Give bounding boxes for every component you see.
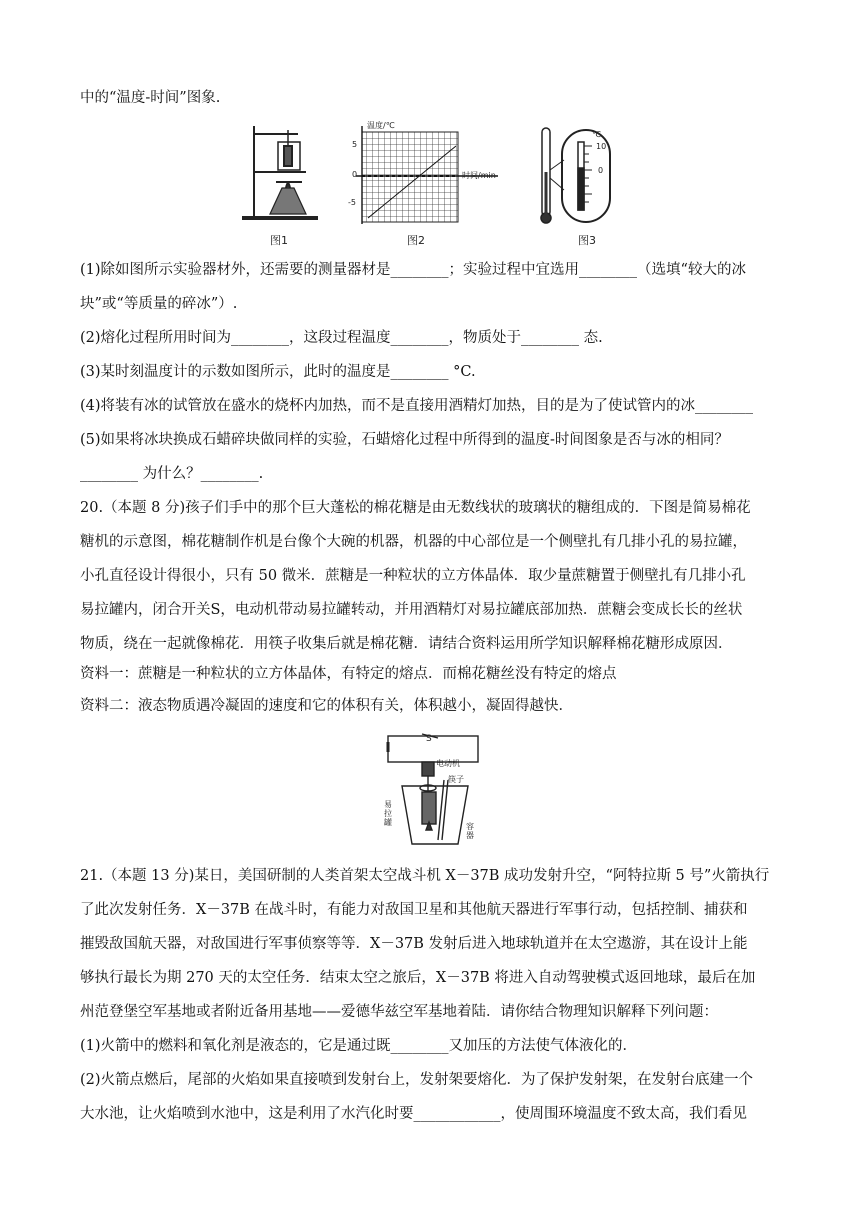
q20-material-2: 资料二：液态物质遇冷凝固的速度和它的体积有关，体积越小，凝固得越快． (80, 698, 573, 714)
figure-3-tick: 0 (598, 166, 604, 175)
q21-line3: 摧毁敌国航天器，对敌国进行军事侦察等等．X－37B 发射后进入地球轨道并在太空遨游，其在设计上能 (80, 936, 748, 952)
figure-2-tick: 0 (352, 170, 358, 179)
q19-part1-line1: (1)除如图所示实验器材外，还需要的测量器材是________；实验过程中宜选用________（选填“较大的冰 (80, 262, 746, 278)
figure-container-label: 容器 (466, 822, 474, 840)
q19-part5-line2: ________ 为什么？________. (80, 466, 264, 482)
figure-2-caption: 图2 (407, 234, 425, 247)
figure-can-label: 易拉罐 (384, 800, 392, 827)
q21-part2-line2: 大水池，让火焰喷到水池中，这是利用了水汽化时要____________，使周围环境温度不致太高，我们看见 (80, 1106, 747, 1122)
figure-1-apparatus (240, 122, 320, 222)
figure-3-tick: 10 (596, 142, 607, 151)
figure-switch-label: S (426, 734, 432, 744)
figure-3-unit: ℃ (592, 130, 601, 139)
q20-line2: 糖机的示意图，棉花糖制作机是台像个大碗的机器，机器的中心部位是一个侧壁扎有几排小孔的易拉罐， (80, 534, 747, 550)
q21-part1: (1)火箭中的燃料和氧化剂是液态的，它是通过既________又加压的方法使气体液化的． (80, 1038, 638, 1054)
q21-line5: 州范登堡空军基地或者附近备用基地——爱德华兹空军基地着陆．请你结合物理知识解释下列问题： (80, 1004, 718, 1020)
q20-line4: 易拉罐内，闭合开关S，电动机带动易拉罐转动，并用酒精灯对易拉罐底部加热．蔗糖会变成长长的丝状 (80, 602, 743, 618)
q21-line2: 了此次发射任务．X－37B 在战斗时，有能力对敌国卫星和其他航天器进行军事行动，包括控制、捕获和 (80, 902, 748, 918)
q19-part4: (4)将装有冰的试管放在盛水的烧杯内加热，而不是直接用酒精灯加热，目的是为了使试管内的冰________ (80, 398, 754, 414)
figure-3-caption: 图3 (578, 234, 596, 247)
q19-part3: (3)某时刻温度计的示数如图所示，此时的温度是________ °C. (80, 364, 476, 380)
q20-line1: 20.（本题 8 分)孩子们手中的那个巨大蓬松的棉花糖是由无数线状的玻璃状的糖组成的．下图是简易棉花 (80, 500, 751, 516)
q20-material-1: 资料一：蔗糖是一种粒状的立方体晶体，有特定的熔点．而棉花糖丝没有特定的熔点 (80, 666, 617, 682)
q19-part1-line2: 块”或“等质量的碎冰”）. (80, 296, 238, 312)
q21-part2-line1: (2)火箭点燃后，尾部的火焰如果直接喷到发射台上，发射架要熔化．为了保护发射架，在发射台底建一个 (80, 1072, 754, 1088)
q20-line3: 小孔直径设计得很小，只有 50 微米．蔗糖是一种粒状的立方体晶体．取少量蔗糖置于侧壁扎有几排小孔 (80, 568, 746, 584)
figure-2-tick: 5 (352, 140, 358, 149)
figure-2-tick: -5 (348, 198, 356, 207)
figure-1-caption: 图1 (270, 234, 288, 247)
q21-line4: 够执行最长为期 270 天的太空任务．结束太空之旅后，X－37B 将进入自动驾驶模式返回地球，最后在加 (80, 970, 756, 986)
q21-line1: 21.（本题 13 分)某日，美国研制的人类首架太空战斗机 X－37B 成功发射升空，“阿特拉斯 5 号”火箭执行 (80, 868, 770, 884)
figure-2-ylabel: 温度/℃ (367, 121, 395, 130)
figure-chopsticks-label: 筷子 (448, 775, 464, 784)
q19-part5-line1: (5)如果将冰块换成石蜡碎块做同样的实验，石蜡熔化过程中所得到的温度-时间图象是否与冰的相同？ (80, 432, 729, 448)
intro-line: 中的“温度-时间”图象. (80, 90, 221, 106)
q19-part2: (2)熔化过程所用时间为________，这段过程温度________，物质处于________ 态. (80, 330, 603, 346)
figure-motor-label: 电动机 (436, 759, 460, 768)
figure-2-xlabel: 时间/min (462, 171, 496, 180)
q20-line5: 物质，绕在一起就像棉花．用筷子收集后就是棉花糖．请结合资料运用所学知识解释棉花糖形成原因． (80, 636, 733, 652)
